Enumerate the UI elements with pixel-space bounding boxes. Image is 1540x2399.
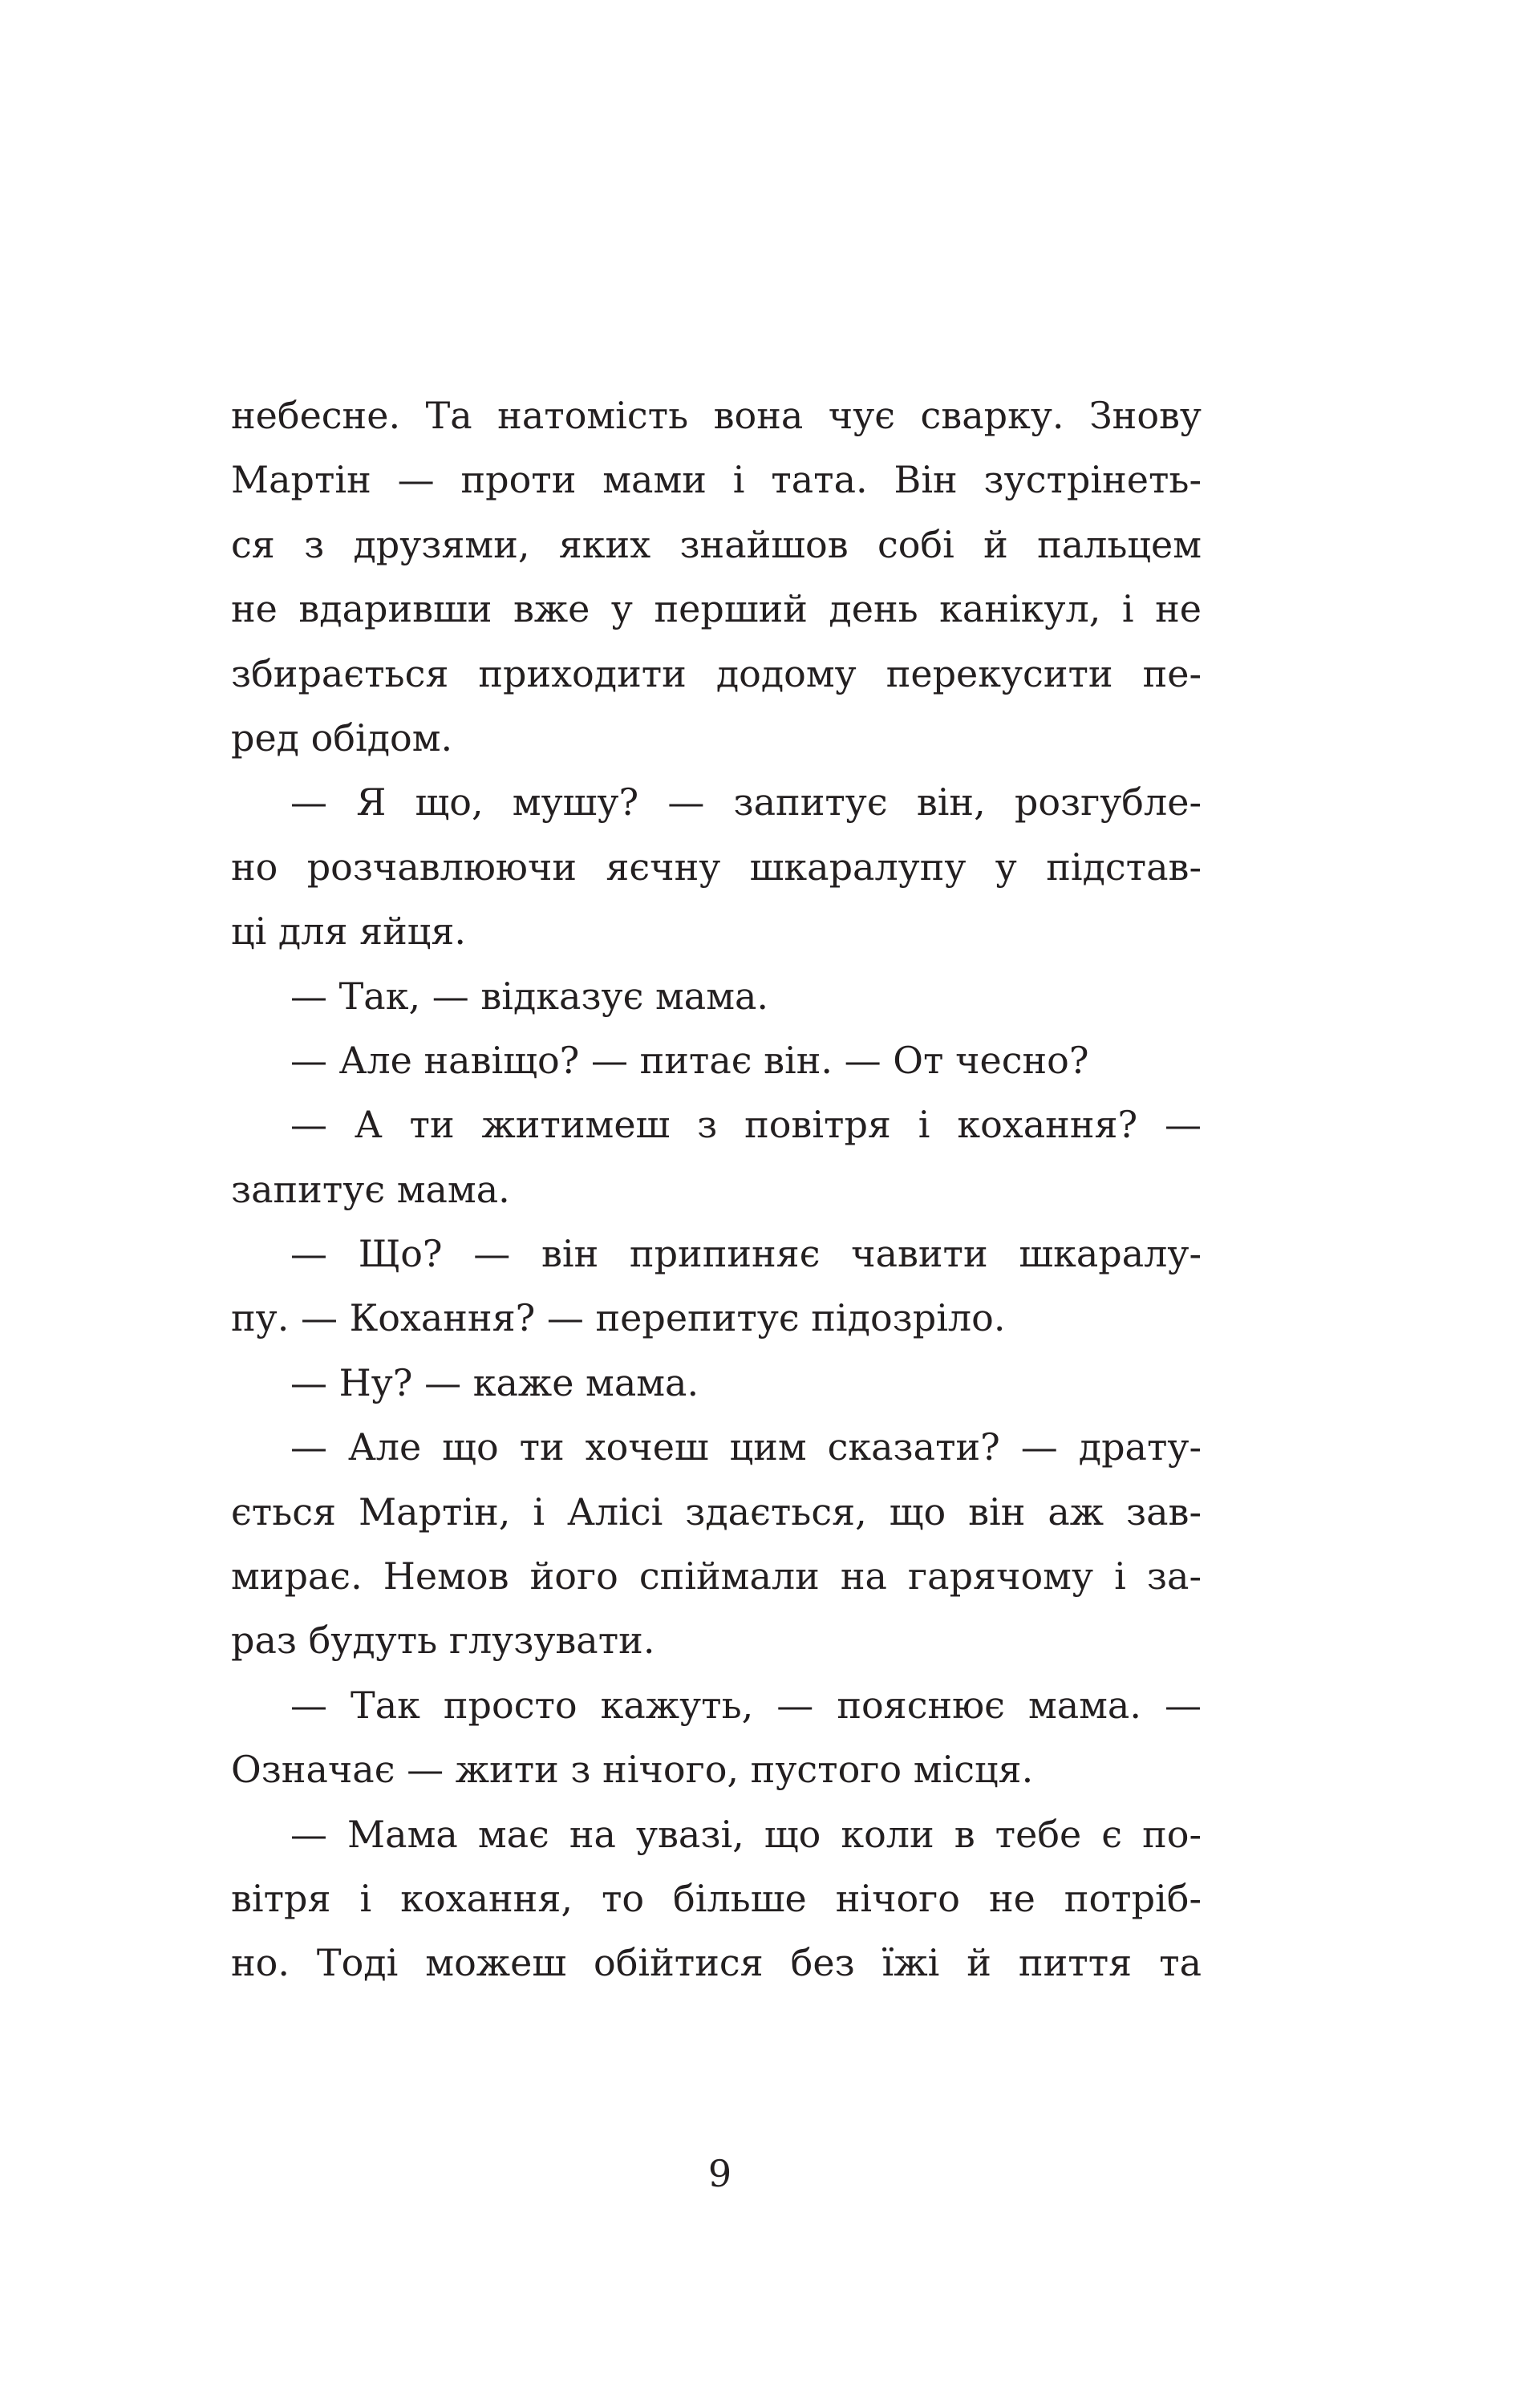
paragraph — [231, 1222, 1202, 1351]
text-line: ред обідом. — [231, 715, 453, 760]
text-line: — Але навіщо? — питає він. — От чесно? — [290, 1038, 1089, 1082]
text-line: но розчавлюючи яєчну шкаралупу у підстав- — [231, 845, 1202, 889]
paragraph — [231, 964, 1202, 1028]
text-line: небесне. Та натомість вона чує сварку. Знову — [231, 394, 1202, 437]
paragraph — [231, 1092, 1202, 1222]
paragraph — [231, 1415, 1202, 1673]
paragraph — [231, 1351, 1202, 1415]
page-number: 9 — [707, 2152, 732, 2195]
text-line: запитує мама. — [231, 1167, 510, 1211]
text-line: ся з друзями, яких знайшов собі й пальцем — [231, 522, 1202, 566]
text-line: Мартін — проти мами і тата. Він зустрінеть- — [231, 458, 1202, 502]
body-text — [231, 383, 1202, 1996]
text-line: Означає — жити з нічого, пустого місця. — [231, 1748, 1034, 1792]
text-line: збирається приходити додому перекусити пе- — [231, 651, 1202, 695]
text-line: — А ти житимеш з повітря і кохання? — — [290, 1103, 1202, 1147]
paragraph — [231, 770, 1202, 963]
paragraph — [231, 1028, 1202, 1092]
text-line: вітря і кохання, то більше нічого не потріб- — [231, 1876, 1202, 1920]
text-line: ці для яйця. — [231, 910, 467, 954]
paragraph — [231, 383, 1202, 770]
text-line: — Ну? — каже мама. — [290, 1360, 699, 1404]
text-line: — Але що ти хочеш цим сказати? — драту- — [290, 1425, 1202, 1469]
text-line: мирає. Немов його спіймали на гарячому і за- — [231, 1554, 1202, 1599]
text-line: — Так просто кажуть, — пояснює мама. — — [290, 1683, 1202, 1727]
text-line: — Що? — він припиняє чавити шкаралу- — [290, 1232, 1202, 1276]
text-line: — Так, — відказує мама. — [290, 974, 769, 1018]
text-line: раз будуть глузувати. — [231, 1619, 655, 1663]
text-line: не вдаривши вже у перший день канікул, і не — [231, 587, 1202, 631]
text-line: — Я що, мушу? — запитує він, розгубле- — [290, 780, 1202, 825]
text-line: но. Тоді можеш обійтися без їжі й пиття та — [231, 1941, 1202, 1985]
text-line: — Мама має на увазі, що коли в тебе є по- — [290, 1812, 1202, 1856]
text-line: пу. — Кохання? — перепитує підозріло. — [231, 1296, 1006, 1340]
paragraph — [231, 1802, 1202, 1996]
paragraph — [231, 1673, 1202, 1802]
text-line: ється Мартін, і Алісі здається, що він аж зав- — [231, 1489, 1202, 1534]
